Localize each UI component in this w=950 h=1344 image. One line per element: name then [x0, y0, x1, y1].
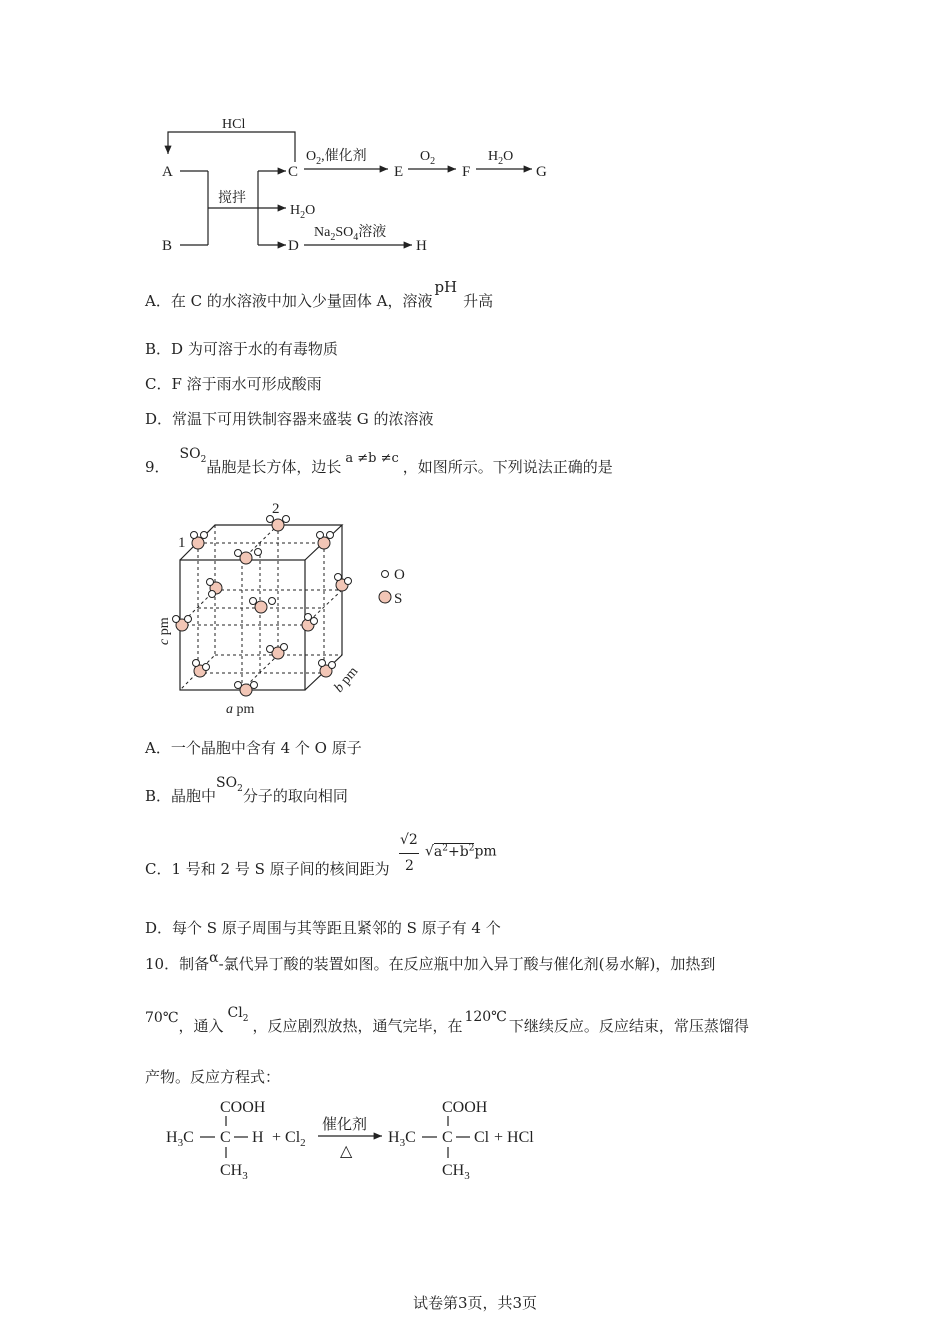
reaction-equation: [160, 1092, 560, 1187]
q10-line2: [145, 1005, 749, 1038]
q9-option-c: [145, 858, 390, 879]
product-ch3: $CH_3$: [442, 1162, 470, 1182]
fraction-numerator: √2: [400, 832, 418, 848]
reactant-h: H: [252, 1129, 264, 1146]
hcl-recycle-arrow: [168, 132, 295, 162]
q9-number: 9．: [145, 458, 170, 476]
cl2-formula: $Cl_2$: [227, 1005, 249, 1024]
reactant-center-c: C: [220, 1129, 231, 1146]
q8-option-a-tail: 升高: [463, 292, 494, 310]
so2-molecule: [207, 579, 223, 598]
node-d: D: [288, 238, 299, 254]
temp-120: 120℃: [464, 1009, 507, 1025]
q9-stem: [145, 446, 613, 479]
product-cl: Cl: [474, 1129, 490, 1146]
q9-option-b-tail: 分子的取向相同: [242, 787, 348, 805]
node-c: C: [288, 164, 299, 180]
axis-b-label: b pm: [331, 664, 362, 696]
q9-option-a: A．一个晶胞中含有 4 个 O 原子: [145, 739, 362, 757]
so2-molecule: [267, 644, 288, 660]
so2-unit-cell-figure: [150, 495, 440, 720]
q9-option-b: [145, 775, 348, 808]
so2-molecule: [193, 660, 210, 678]
so2-molecule: [317, 532, 334, 550]
q9-option-b-text: B．晶胞中: [145, 787, 217, 805]
q10-text-c: 下继续反应。反应结束，常压蒸馏得: [508, 1017, 749, 1035]
ph-term: pH: [434, 278, 458, 296]
node-f: F: [462, 164, 471, 180]
q9-condition: a ≠b ≠c: [345, 451, 399, 466]
product-center-c: C: [442, 1129, 453, 1146]
legend-o: O: [394, 567, 405, 583]
q8-option-a-text: A．在 C 的水溶液中加入少量固体 A，溶液: [145, 292, 433, 310]
q10-text-b: ，反应剧烈放热，通气完毕，在: [252, 1017, 463, 1035]
h2o-product: $H_2O$: [290, 203, 316, 221]
q8-option-a: [145, 278, 494, 311]
o2-catalyst-label: $O_2$,催化剂: [306, 149, 367, 167]
alpha-symbol: α: [209, 950, 219, 966]
na2so4-label: $Na_2SO_4$溶液: [314, 225, 387, 243]
page-footer: 试卷第3页，共3页: [412, 1294, 538, 1312]
heat-symbol: △: [340, 1143, 353, 1160]
reactant-ch3: $CH_3$: [220, 1162, 248, 1182]
stir-label: 搅拌: [218, 191, 246, 206]
so2-molecule: [302, 614, 318, 632]
q8-option-c: C．F 溶于雨水可形成酸雨: [145, 375, 322, 393]
atom-label-2: 2: [272, 501, 280, 517]
node-a: A: [162, 164, 173, 180]
q10-number: 10．制备: [145, 955, 210, 973]
distance-formula: [397, 832, 507, 880]
q9-option-c-text: C．1 号和 2 号 S 原子间的核间距为: [145, 860, 390, 878]
h2o-label: $H_2O$: [488, 149, 514, 167]
so2-molecule: [335, 574, 352, 592]
hcl-label: HCl: [222, 117, 246, 132]
sqrt-expression: $√a^2+b^2pm$: [425, 843, 497, 860]
q9-text2: ，如图所示。下列说法正确的是: [402, 458, 613, 476]
fraction-denominator: 2: [405, 858, 414, 874]
so2-molecule: [191, 532, 208, 550]
q10-line1-text: -氯代异丁酸的装置如图。在反应瓶中加入异丁酸与催化剂(易水解)，加热到: [218, 955, 716, 973]
q8-option-d: D．常温下可用铁制容器来盛装 G 的浓溶液: [145, 410, 434, 428]
node-h: H: [416, 238, 427, 254]
product-cooh: COOH: [442, 1099, 488, 1116]
so2-molecule: [235, 549, 262, 565]
so2-molecule: [319, 660, 336, 678]
axis-a-label: a pm: [226, 702, 255, 717]
q9-text1: 晶胞是长方体，边长: [206, 458, 342, 476]
plus-cl2: + $Cl_2$: [272, 1129, 306, 1149]
node-b: B: [162, 238, 173, 254]
reactant-cooh: COOH: [220, 1099, 266, 1116]
o2-label: $O_2$: [420, 149, 436, 167]
q10-line3: 产物。反应方程式：: [145, 1068, 281, 1086]
so2-formula-b: $SO_2$: [216, 775, 243, 794]
plus-hcl: + HCl: [494, 1129, 534, 1146]
product-h3c: $H_3C$: [388, 1129, 416, 1149]
catalyst-label: 催化剂: [322, 1117, 368, 1133]
q8-option-b: B．D 为可溶于水的有毒物质: [145, 340, 338, 358]
legend-s: S: [394, 591, 403, 607]
axis-c-label: c pm: [157, 617, 172, 645]
q10-text-a: ，通入: [178, 1017, 224, 1035]
so2-molecule: [267, 516, 290, 532]
so2-formula: $SO_2$: [179, 446, 207, 465]
so2-molecule: [235, 682, 258, 697]
so2-molecule: [173, 616, 192, 632]
q10-line1: [145, 950, 716, 974]
so2-molecule: [250, 598, 276, 614]
node-e: E: [394, 164, 404, 180]
reactant-h3c: $H_3C$: [166, 1129, 194, 1149]
reaction-flow-diagram: [150, 110, 570, 260]
atom-label-1: 1: [178, 535, 186, 551]
node-g: G: [536, 164, 547, 180]
q9-option-d: D．每个 S 原子周围与其等距且紧邻的 S 原子有 4 个: [145, 919, 501, 937]
temp-70: 70℃: [145, 1010, 179, 1026]
